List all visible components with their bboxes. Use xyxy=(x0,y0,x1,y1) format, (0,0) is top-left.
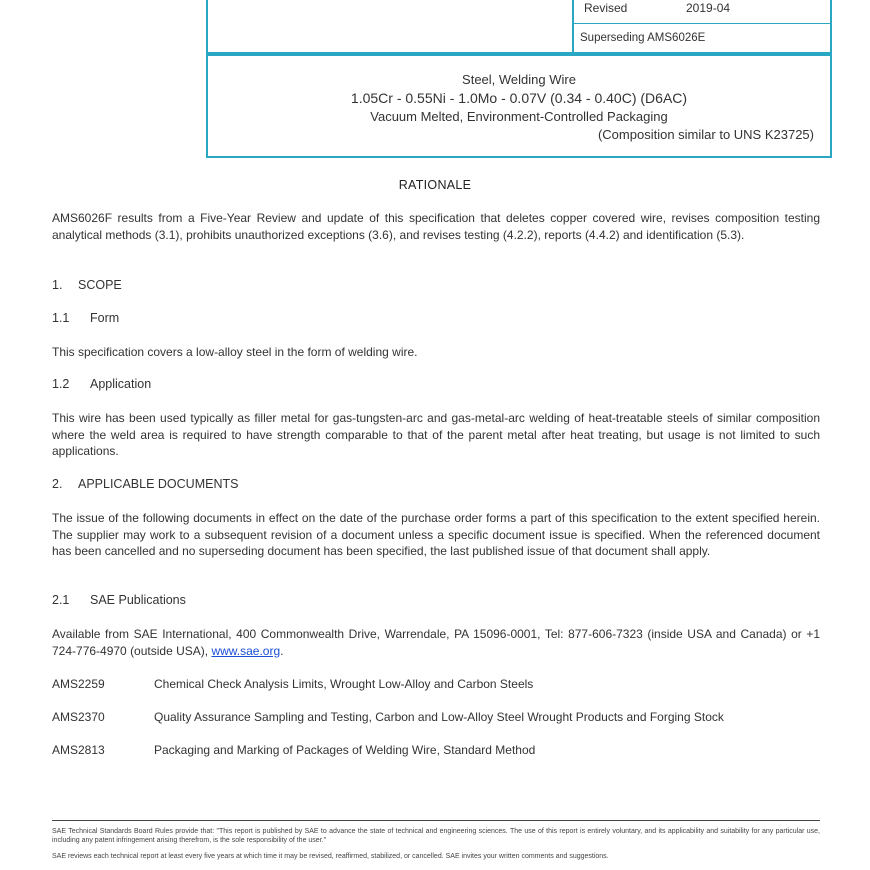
reference-code: AMS2813 xyxy=(52,743,105,757)
reference-row xyxy=(52,743,535,757)
section-2-text: The issue of the following documents in effect on the date of the purchase order forms a part of this specification to the extent specified herein. The supplier may work to a subsequent revision of a document unless a specific document issue is specified. When the referenced document has been cancelled and no superseding document has been specified, the last published issue of that document shall apply. xyxy=(52,511,820,558)
sae-website-link[interactable]: www.sae.org xyxy=(211,643,281,658)
rationale-text: AMS6026F results from a Five-Year Review and update of this specification that deletes copper covered wire, revises composition testing analytical methods (3.1), prohibits unauthorized exceptions (3.6), and revises testing (4.2.2), reports (4.4.2) and identification (5.3). xyxy=(52,211,820,242)
superseding-note: Superseding AMS6026E xyxy=(580,32,706,44)
section-1-1-text: This specification covers a low-alloy steel in the form of welding wire. xyxy=(52,345,418,359)
reference-row xyxy=(52,710,724,724)
section-1-1-title: Form xyxy=(90,311,120,325)
reference-title: Quality Assurance Sampling and Testing, Carbon and Low-Alloy Steel Wrought Products and Forging Stock xyxy=(154,710,724,724)
section-2-1-text xyxy=(52,626,820,659)
section-1-title: SCOPE xyxy=(78,278,122,292)
header-info-box xyxy=(206,0,832,54)
title-line-2: 1.05Cr - 0.55Ni - 1.0Mo - 0.07V (0.34 - 0.40C) (D6AC) xyxy=(350,90,688,106)
footer-review-note: SAE reviews each technical report at least every five years at which time it may be revised, reaffirmed, stabilized, or cancelled. SAE invites your written comments and suggestions. xyxy=(52,853,609,860)
footer-disclaimer: SAE Technical Standards Board Rules provide that: "This report is published by SAE to advance the state of technical and engineering sciences. The use of this report is entirely voluntary, and its applicability and suitability for any particular use, including any patent infringement arising therefrom, is the sole responsibility of the user." xyxy=(52,828,820,844)
section-2-heading xyxy=(52,477,238,491)
section-1-1-number: 1.1 xyxy=(52,311,70,325)
section-1-number: 1. xyxy=(52,278,63,292)
reference-code: AMS2259 xyxy=(52,677,105,691)
section-1-2-title: Application xyxy=(90,377,152,391)
document-title-box xyxy=(206,54,832,158)
section-1-1-heading xyxy=(52,311,119,325)
sae-address-end: . xyxy=(280,643,284,658)
section-1-heading xyxy=(52,278,122,292)
section-1-2-number: 1.2 xyxy=(52,377,70,391)
footer-rule xyxy=(52,820,820,821)
section-1-2-heading xyxy=(52,377,151,391)
header-divider xyxy=(572,0,574,52)
revised-date: 2019-04 xyxy=(686,1,731,15)
section-2-number: 2. xyxy=(52,477,63,491)
section-1-2-text: This wire has been used typically as filler metal for gas-tungsten-arc and gas-metal-arc welding of heat-treatable steels of similar composition where the weld area is required to have strength comparable to that of the parent metal after heat treating, but usage is not limited to such applications. xyxy=(52,411,820,458)
section-2-1-heading xyxy=(52,593,186,607)
section-2-title: APPLICABLE DOCUMENTS xyxy=(78,477,239,491)
header-row-divider xyxy=(574,23,832,24)
title-line-1: Steel, Welding Wire xyxy=(462,72,576,87)
title-line-4: (Composition similar to UNS K23725) xyxy=(597,127,814,142)
reference-title: Chemical Check Analysis Limits, Wrought Low-Alloy and Carbon Steels xyxy=(154,677,534,691)
section-2-1-number: 2.1 xyxy=(52,593,70,607)
section-2-1-title: SAE Publications xyxy=(90,593,186,607)
title-line-3: Vacuum Melted, Environment-Controlled Packaging xyxy=(370,109,668,124)
sae-address-text: Available from SAE International, 400 Commonwealth Drive, Warrendale, PA 15096-0001, Tel: 877-606-7323 (inside USA and Canada) or +1 724-776-4970 (outside USA), xyxy=(52,627,820,658)
rationale-heading: RATIONALE xyxy=(398,178,472,192)
revised-label: Revised xyxy=(584,1,628,15)
reference-title: Packaging and Marking of Packages of Welding Wire, Standard Method xyxy=(154,743,536,757)
reference-row xyxy=(52,677,533,691)
reference-code: AMS2370 xyxy=(52,710,105,724)
